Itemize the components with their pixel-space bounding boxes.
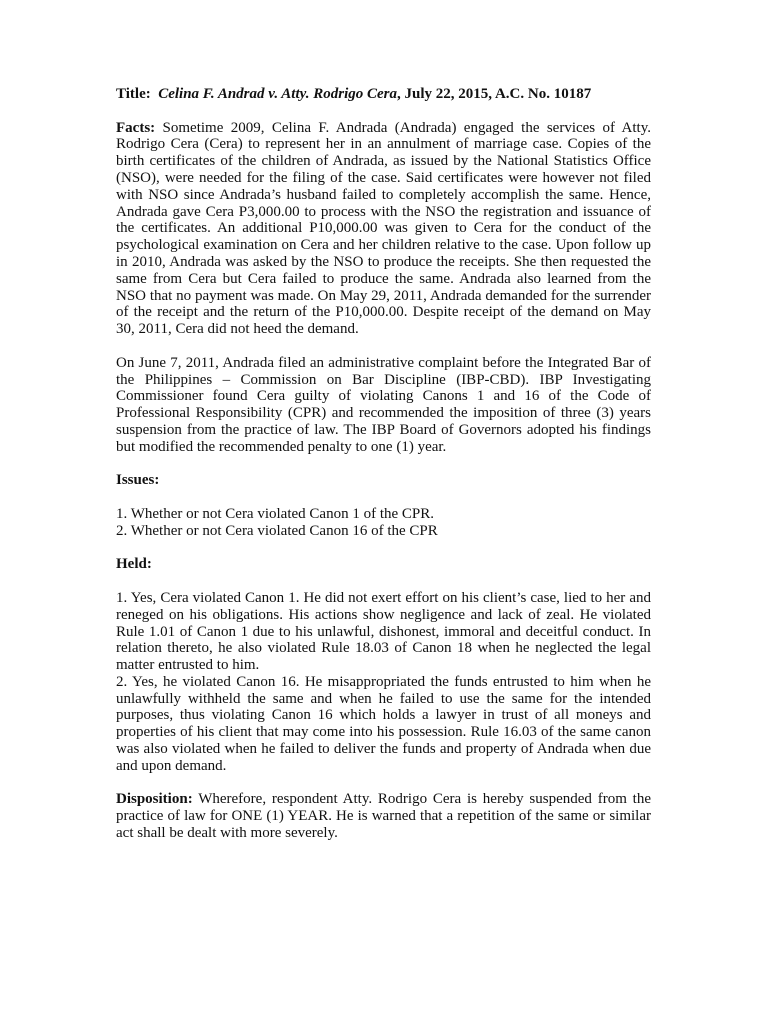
case-citation: , July 22, 2015, A.C. No. 10187 [397, 86, 592, 102]
issue-item: 1. Whether or not Cera violated Canon 1 of the CPR. [116, 505, 434, 522]
held-item: 2. Yes, he violated Canon 16. He misappropriated the funds entrusted to him when he unlawfully withheld the same and when he failed to use the same for the intended purposes, thus violating Canon 16 which holds a lawyer in trust of all moneys and properties of his client that may come into his possession. Rule 16.03 of the same canon was also violated when he failed to deliver the funds and property of Andrada when due and upon demand. [116, 673, 651, 774]
case-title [116, 86, 651, 103]
issues-list [116, 506, 651, 540]
held-heading: Held: [116, 556, 152, 573]
proceedings-paragraph: On June 7, 2011, Andrada filed an administrative complaint before the Integrated Bar of the Philippines – Commission on Bar Discipline (IBP-CBD). IBP Investigating Commissioner found Cera guilty of violating Canons 1 and 16 of the Code of Professional Responsibility (CPR) and recommended the imposition of three (3) years suspension from the practice of law. The IBP Board of Governors adopted his findings but modified the recommended penalty to one (1) year. [116, 354, 651, 455]
case-name: Celina F. Andrad v. Atty. Rodrigo Cera [158, 86, 398, 102]
facts-label: Facts: [116, 119, 156, 136]
document-page [116, 86, 651, 842]
held-list [116, 590, 651, 775]
issue-item: 2. Whether or not Cera violated Canon 16 of the CPR [116, 522, 438, 539]
facts-text: Sometime 2009, Celina F. Andrada (Andrada) engaged the services of Atty. Rodrigo Cera (Cera) to represent her in an annulment of marriage case. Copies of the birth certificates of the children of Andrada, as issued by the National Statistics Office (NSO), were needed for the filing of the case. Said certificates were however not filed with NSO since Andrada’s husband failed to completely accomplish the same. Hence, Andrada gave Cera P3,000.00 to process with the NSO the registration and issuance of the certificates. An additional P10,000.00 was given to Cera for the conduct of the psychological examination on Cera and her children relative to the case. Upon follow up in 2010, Andrada was asked by the NSO to produce the receipts. She then requested the same from Cera but Cera failed to produce the same. Andrada also learned from the NSO that no payment was made. On May 29, 2011, Andrada demanded for the surrender of the receipt and the return of the P10,000.00. Despite receipt of the demand on May 30, 2011, Cera did not heed the demand. [116, 119, 651, 338]
disposition-paragraph [116, 791, 651, 841]
held-item: 1. Yes, Cera violated Canon 1. He did not exert effort on his client’s case, lied to her and reneged on his obligations. His actions show negligence and lack of zeal. He violated Rule 1.01 of Canon 1 due to his unlawful, dishonest, immoral and deceitful conduct. In relation thereto, he also violated Rule 18.03 of Canon 18 when he neglected the legal matter entrusted to him. [116, 589, 651, 674]
disposition-text: Wherefore, respondent Atty. Rodrigo Cera is hereby suspended from the practice of law for ONE (1) YEAR. He is warned that a repetition of the same or similar act shall be dealt with more severely. [116, 791, 651, 842]
disposition-label: Disposition: [116, 791, 193, 808]
facts-paragraph [116, 120, 651, 338]
title-label: Title: [116, 86, 151, 102]
issues-heading: Issues: [116, 472, 160, 489]
